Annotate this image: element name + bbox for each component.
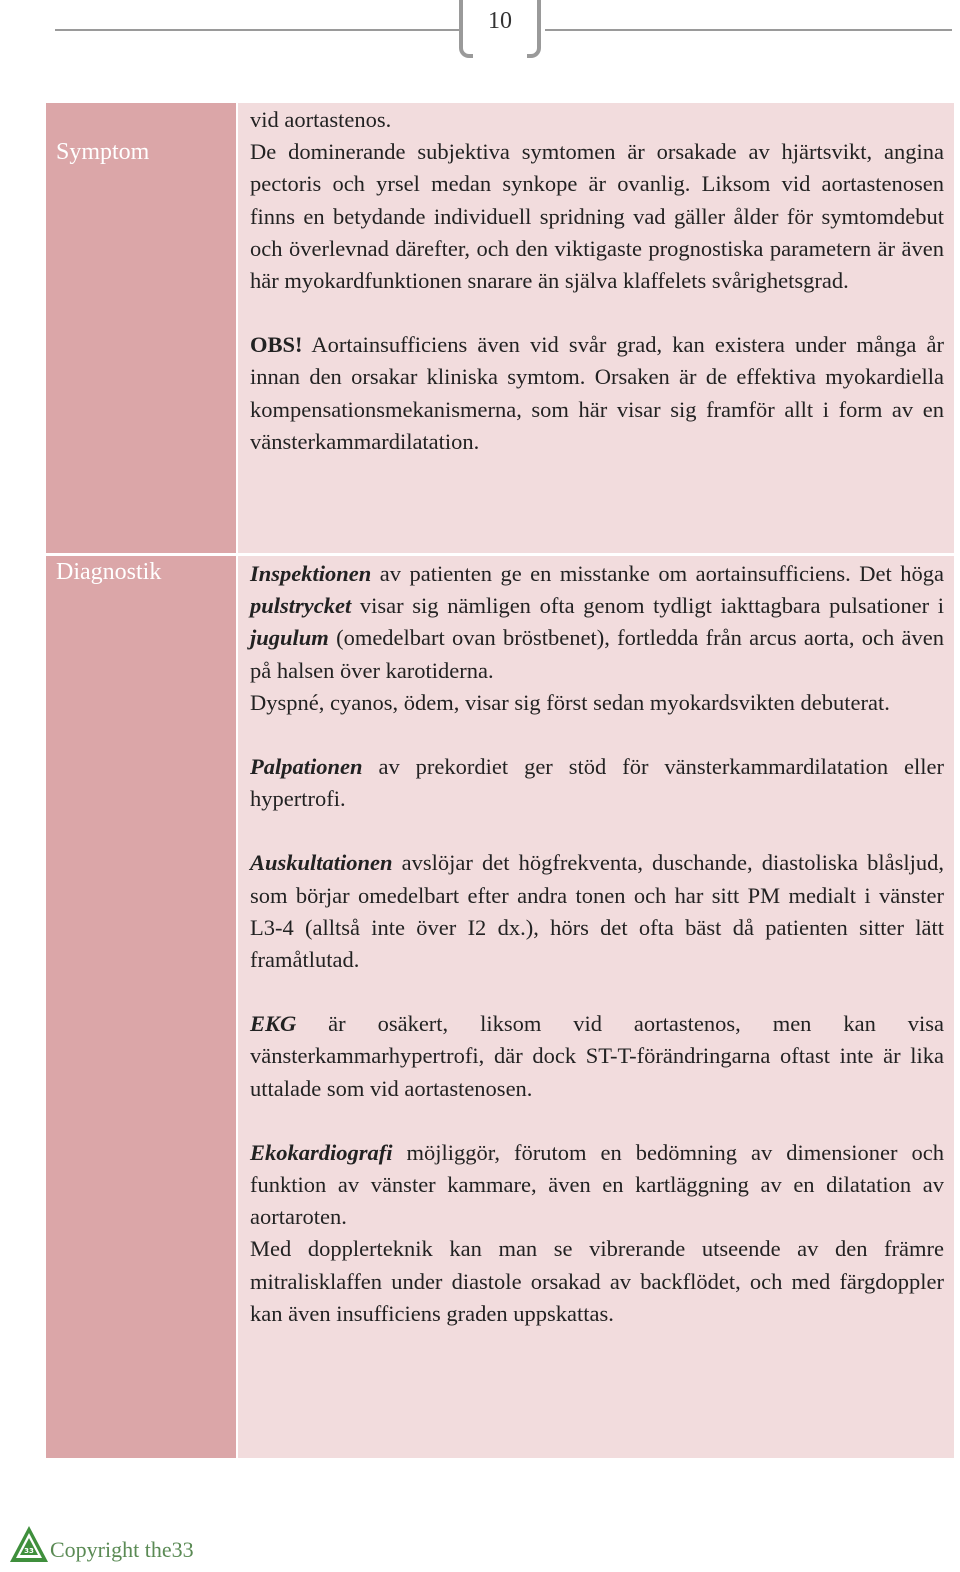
ekg-text: är osäkert, liksom vid aortastenos, men kan visa vänsterkammarhypertrofi, där dock ST-T-förändringarna oftast inte är lika uttalade som vid aortastenosen. xyxy=(250,1011,944,1101)
ekokardiografi-paragraph xyxy=(250,1137,944,1234)
doppler-paragraph: Med dopplerteknik kan man se vibrerande utseende av den främre mitralisklaffen under diastole orsakad av backflödet, och med färgdoppler kan även insufficiens graden uppskattas. xyxy=(250,1236,944,1326)
keyword-pulstrycket: pulstrycket xyxy=(250,593,352,619)
inspektion-text-3: (omedelbart ovan bröstbenet), fortledda från arcus aorta, och även på halsen över karotiderna. xyxy=(250,625,944,683)
copyright-text: Copyright the33 xyxy=(50,1537,194,1562)
header-rule-right xyxy=(545,29,952,31)
inspektion-paragraph xyxy=(250,558,944,687)
keyword-jugulum: jugulum xyxy=(250,625,329,651)
diagnostik-label-cell xyxy=(46,556,236,1458)
symptom-label-cell xyxy=(46,103,236,553)
symptom-lead: vid aortastenos. xyxy=(250,107,392,132)
keyword-palpationen: Palpationen xyxy=(250,754,363,780)
dyspne-paragraph: Dyspné, cyanos, ödem, visar sig först sedan myokardsvikten debuterat. xyxy=(250,689,890,715)
obs-text: Aortainsufficiens även vid svår grad, kan existera under många år innan den orsakar kliniska symtom. Orsaken är de effektiva myokardiella kompensationsmekanismerna, som här visar sig framför allt i form av en vänsterkammardilatation. xyxy=(250,332,944,454)
symptom-paragraph: De dominerande subjektiva symtomen är orsakade av hjärtsvikt, angina pectoris och yrsel medan synkope är ovanlig. Liksom vid aortastenosen finns en betydande individuell spridning vad gäller ålder för symtomdebut och överlevnad därefter, och den viktigaste prognostiska parametern är även här myokardfunktionen snarare än själva klaffelets svårighetsgrad. xyxy=(250,139,944,294)
auskultation-text: avslöjar det högfrekventa, duschande, diastoliska blåsljud, som börjar omedelbart efter andra tonen och har sitt PM medialt i vänster L3-4 (alltså inte över I2 dx.), hörs det ofta bäst då patienten sitter lätt framåtlutad. xyxy=(250,850,944,973)
keyword-inspektionen: Inspektionen xyxy=(250,561,372,586)
page-number: 10 xyxy=(488,8,512,34)
inspektion-text-2: visar sig nämligen ofta genom tydligt iakttagbara pulsationer i xyxy=(351,593,944,619)
diagnostik-row xyxy=(46,556,954,1458)
footer xyxy=(8,1520,194,1564)
palpation-text: av prekordiet ger stöd för vänsterkammardilatation eller hypertrofi. xyxy=(250,754,944,812)
auskultation-paragraph xyxy=(250,847,944,976)
ekg-paragraph xyxy=(250,1008,944,1105)
symptom-text xyxy=(250,104,944,458)
obs-label: OBS! xyxy=(250,332,303,358)
symptom-label: Symptom xyxy=(56,139,150,165)
diagnostik-label: Diagnostik xyxy=(56,559,162,585)
logo-text: 33 xyxy=(24,1547,34,1555)
palpation-paragraph xyxy=(250,751,944,815)
ekokardiografi-text: möjliggör, förutom en bedömning av dimensioner och funktion av vänster kammare, även en kartläggning av en dilatation av aortaroten. xyxy=(250,1139,944,1230)
symptom-row xyxy=(46,103,954,553)
keyword-auskultationen: Auskultationen xyxy=(250,850,393,876)
symptom-obs-paragraph xyxy=(250,329,944,458)
diagnostik-text xyxy=(250,558,944,1330)
inspektion-text-1: av patienten ge en misstanke om aortainsufficiens. Det höga xyxy=(371,561,944,586)
triangle-logo-icon xyxy=(8,1524,50,1564)
header-rule-left xyxy=(55,29,460,31)
keyword-ekokardiografi: Ekokardiografi xyxy=(250,1139,393,1165)
keyword-ekg: EKG xyxy=(250,1011,297,1037)
